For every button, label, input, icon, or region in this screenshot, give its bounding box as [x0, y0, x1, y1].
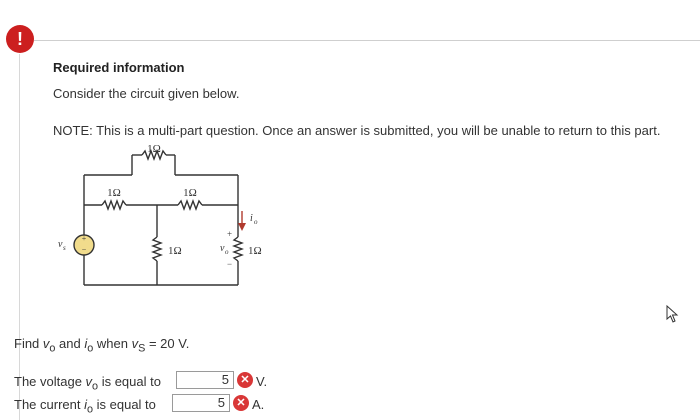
- svg-text:o: o: [225, 248, 229, 256]
- x-circle-icon: ✕: [233, 395, 249, 411]
- svg-text:s: s: [63, 244, 66, 252]
- page-subtitle: Consider the circuit given below.: [53, 86, 240, 101]
- mouse-pointer-icon: [666, 305, 680, 323]
- x-circle-icon: ✕: [237, 372, 253, 388]
- question-text: Find $v_o$ and $i_o$ when $v_S = 20$ V.: [14, 336, 190, 355]
- page-title: Required information: [53, 60, 185, 75]
- label-r-top: 1Ω: [147, 143, 161, 155]
- voltage-answer-input[interactable]: 5: [176, 371, 234, 389]
- current-answer-input[interactable]: 5: [172, 394, 230, 412]
- label-io: i: [250, 213, 253, 224]
- sidebar-divider: [19, 54, 20, 420]
- svg-text:+: +: [81, 234, 87, 243]
- svg-text:+: +: [227, 229, 233, 239]
- note-text: NOTE: This is a multi-part question. Once an answer is submitted, you will be unable to return to this part.: [53, 123, 661, 138]
- svg-text:−: −: [81, 245, 87, 254]
- alert-icon: !: [6, 25, 34, 53]
- label-r-mid: 1Ω: [168, 245, 182, 257]
- label-source: v: [58, 239, 63, 250]
- resistor-mid: [153, 237, 161, 261]
- resistor-left: [102, 201, 126, 209]
- answer-row-current: [14, 394, 314, 414]
- label-r-right: 1Ω: [248, 245, 262, 257]
- svg-text:−: −: [227, 259, 233, 269]
- circuit-diagram: [58, 143, 280, 285]
- answer-label-current: The current $i_o$ is equal to: [14, 397, 156, 416]
- answer-label-voltage: The voltage $v_o$ is equal to: [14, 374, 161, 393]
- current-arrow-head: [238, 223, 246, 231]
- header-divider: [34, 40, 700, 41]
- voltage-unit: V.: [256, 374, 268, 389]
- svg-text:o: o: [254, 218, 258, 226]
- resistor-mid-top: [178, 201, 202, 209]
- label-r-mid-top: 1Ω: [183, 187, 197, 199]
- answer-row-voltage: [14, 371, 314, 391]
- resistor-right: [234, 237, 242, 261]
- label-r-left: 1Ω: [107, 187, 121, 199]
- current-unit: A.: [252, 397, 265, 412]
- label-vo: v: [220, 243, 225, 254]
